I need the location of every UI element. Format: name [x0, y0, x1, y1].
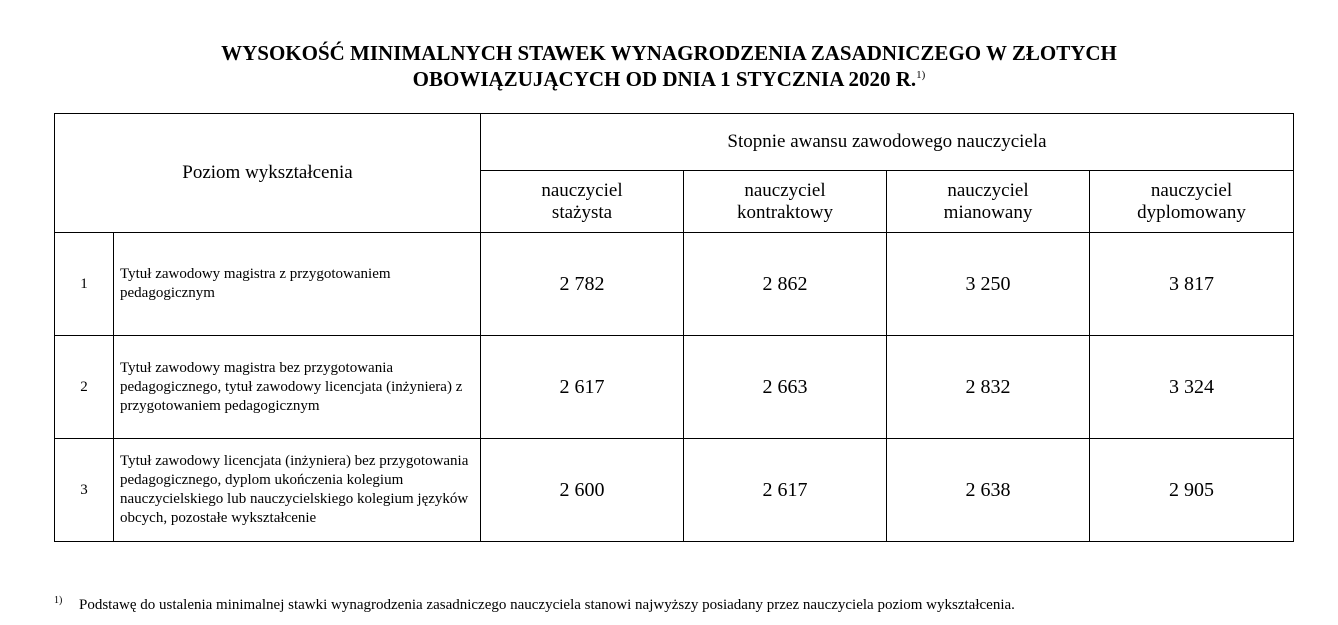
row-number: 2: [55, 336, 114, 439]
table-row: [55, 336, 1294, 439]
row-description: Tytuł zawodowy magistra bez przygotowania pedagogicznego, tytuł zawodowy licencjata (inżyniera) z przygotowaniem pedagogicznym: [114, 336, 481, 439]
rate-value: 2 617: [684, 439, 887, 542]
table-header-row: [55, 114, 1294, 171]
table-row: [55, 439, 1294, 542]
rate-value: 2 638: [887, 439, 1090, 542]
degree-header-kontraktowy: [684, 171, 887, 233]
rate-value: 3 817: [1090, 233, 1294, 336]
rate-value: 2 782: [481, 233, 684, 336]
table-row: [55, 233, 1294, 336]
title-line-1: WYSOKOŚĆ MINIMALNYCH STAWEK WYNAGRODZENIA ZASADNICZEGO W ZŁOTYCH: [221, 41, 1117, 65]
rate-value: 2 862: [684, 233, 887, 336]
row-description: Tytuł zawodowy magistra z przygotowaniem pedagogicznym: [114, 233, 481, 336]
footnote-text: Podstawę do ustalenia minimalnej stawki wynagrodzenia zasadniczego nauczyciela stanowi najwyższy posiadany przez nauczyciela poziom wykształcenia.: [79, 597, 1015, 613]
degree-header-line: stażysta: [551, 201, 613, 223]
degree-header-line: nauczyciel: [744, 179, 826, 201]
footnote: [54, 591, 1015, 615]
title-line-2-text: OBOWIĄZUJĄCYCH OD DNIA 1 STYCZNIA 2020 R.: [412, 67, 917, 91]
row-number: 3: [55, 439, 114, 542]
degree-header-line: nauczyciel: [541, 179, 623, 201]
row-number: 1: [55, 233, 114, 336]
degree-header-line: nauczyciel: [1150, 179, 1233, 201]
degree-header-line: dyplomowany: [1137, 201, 1246, 223]
degree-header-mianowany: [887, 171, 1090, 233]
rate-value: 2 832: [887, 336, 1090, 439]
footnote-mark: 1): [54, 595, 63, 606]
rate-value: 2 663: [684, 336, 887, 439]
degree-header-line: mianowany: [943, 201, 1033, 223]
degree-header-stazysta: [481, 171, 684, 233]
degree-header-line: kontraktowy: [736, 201, 834, 223]
rate-value: 2 905: [1090, 439, 1294, 542]
degree-header-dyplomowany: [1090, 171, 1294, 233]
row-description: Tytuł zawodowy licencjata (inżyniera) bez przygotowania pedagogicznego, dyplom ukończenia kolegium nauczycielskiego lub nauczycielskiego kolegium języków obcych, pozostałe wykształcenie: [114, 439, 481, 542]
salary-rates-table: [54, 113, 1294, 542]
promotion-degrees-header: Stopnie awansu zawodowego nauczyciela: [481, 114, 1294, 171]
title-footnote-ref: 1): [916, 69, 926, 81]
degree-header-line: nauczyciel: [947, 179, 1029, 201]
rate-value: 2 617: [481, 336, 684, 439]
education-level-header: Poziom wykształcenia: [55, 114, 481, 233]
title-line-2: [0, 66, 1338, 92]
rate-value: 2 600: [481, 439, 684, 542]
rate-value: 3 324: [1090, 336, 1294, 439]
rate-value: 3 250: [887, 233, 1090, 336]
document-title: [0, 40, 1338, 92]
